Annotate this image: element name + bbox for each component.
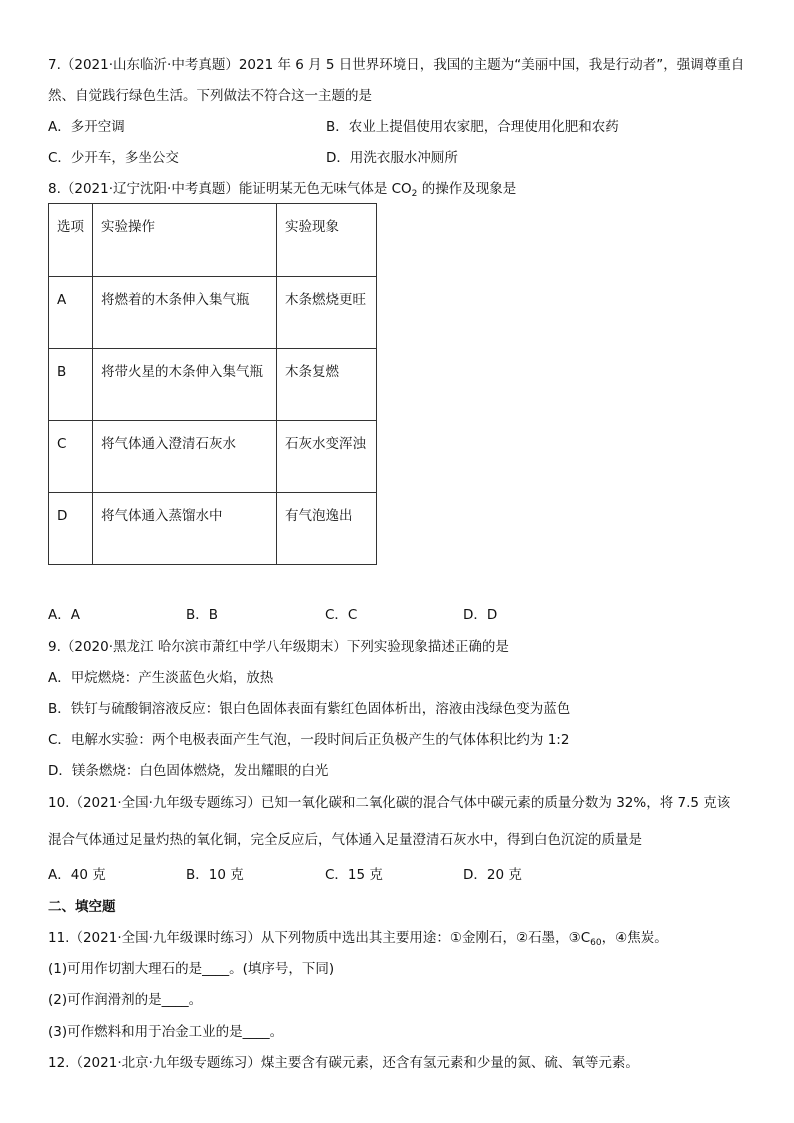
q10-option-a: A．40 克 <box>48 867 106 883</box>
q11-stem-after: ，④焦炭。 <box>601 930 668 946</box>
q10-option-c: C．15 克 <box>325 867 383 883</box>
q11-stem-before: 11.（2021·全国·九年级课时练习）从下列物质中选出其主要用途：①金刚石，②石墨，③C <box>48 930 591 946</box>
q9-stem: 9.（2020·黑龙江 哈尔滨市萧红中学八年级期末）下列实验现象描述正确的是 <box>48 639 509 655</box>
table-cell: 将燃着的木条伸入集气瓶 <box>93 277 277 349</box>
q8-stem-before: 8.（2021·辽宁沈阳·中考真题）能证明某无色无味气体是 CO <box>48 181 412 197</box>
q8-option-b: B．B <box>186 607 219 623</box>
table-header-row <box>49 204 377 277</box>
q7-option-a: A．多开空调 <box>48 119 125 135</box>
q10-option-b: B．10 克 <box>186 867 244 883</box>
q10-option-d: D．20 克 <box>463 867 522 883</box>
q7-option-c: C．少开车，多坐公交 <box>48 150 179 166</box>
q11-part-1: (1)可用作切割大理石的是____。(填序号，下同) <box>48 961 335 977</box>
table-cell: 将气体通入澄清石灰水 <box>93 421 277 493</box>
q11-stem <box>48 929 668 947</box>
q10-stem-line2: 混合气体通过足量灼热的氧化铜，完全反应后，气体通入足量澄清石灰水中，得到白色沉淀的质量是 <box>48 832 642 848</box>
table-cell: 木条复燃 <box>277 349 377 421</box>
q8-option-d: D．D <box>463 607 498 623</box>
q8-stem-after: 的操作及现象是 <box>417 181 517 197</box>
q9-option-c: C．电解水实验：两个电极表面产生气泡，一段时间后正负极产生的气体体积比约为 1:2 <box>48 732 570 748</box>
table-cell: 有气泡逸出 <box>277 493 377 565</box>
table-row <box>49 349 377 421</box>
table-cell: 石灰水变浑浊 <box>277 421 377 493</box>
q9-option-b: B．铁钉与硫酸铜溶液反应：银白色固体表面有紫红色固体析出，溶液由浅绿色变为蓝色 <box>48 701 571 717</box>
q11-part-2: (2)可作润滑剂的是____。 <box>48 992 203 1008</box>
table-cell: D <box>49 493 93 565</box>
q7-stem-line1: 7.（2021·山东临沂·中考真题）2021 年 6 月 5 日世界环境日，我国的主题为“美丽中国，我是行动者”，强调尊重自 <box>48 57 745 73</box>
q7-option-b: B．农业上提倡使用农家肥，合理使用化肥和农药 <box>326 119 619 135</box>
table-cell: B <box>49 349 93 421</box>
q11-stem-subscript: 60 <box>590 938 602 948</box>
table-cell: 将带火星的木条伸入集气瓶 <box>93 349 277 421</box>
section-title: 二、填空题 <box>48 899 116 915</box>
experiment-table <box>48 203 377 565</box>
q10-stem-line1: 10.（2021·全国·九年级专题练习）已知一氧化碳和二氧化碳的混合气体中碳元素的质量分数为 32%，将 7.5 克该 <box>48 795 731 811</box>
table-row <box>49 493 377 565</box>
q8-option-c: C．C <box>325 607 358 623</box>
table-header-cell: 实验现象 <box>277 204 377 277</box>
table-header-cell: 选项 <box>49 204 93 277</box>
table-row <box>49 277 377 349</box>
table-header-cell: 实验操作 <box>93 204 277 277</box>
q11-part-3: (3)可作燃料和用于冶金工业的是____。 <box>48 1024 284 1040</box>
q9-option-d: D．镁条燃烧：白色固体燃烧，发出耀眼的白光 <box>48 763 329 779</box>
q8-stem-subscript: 2 <box>411 189 418 199</box>
table-row <box>49 421 377 493</box>
table-cell: 将气体通入蒸馏水中 <box>93 493 277 565</box>
q8-option-a: A．A <box>48 607 80 623</box>
q7-stem-line2: 然、自觉践行绿色生活。下列做法不符合这一主题的是 <box>48 88 372 104</box>
table-cell: 木条燃烧更旺 <box>277 277 377 349</box>
table-cell: A <box>49 277 93 349</box>
q8-stem <box>48 180 516 198</box>
q9-option-a: A．甲烷燃烧：产生淡蓝色火焰，放热 <box>48 670 274 686</box>
table-cell: C <box>49 421 93 493</box>
q12-stem: 12.（2021·北京·九年级专题练习）煤主要含有碳元素，还含有氢元素和少量的氮、硫、氧等元素。 <box>48 1055 639 1071</box>
q7-option-d: D．用洗衣服水冲厕所 <box>326 150 458 166</box>
